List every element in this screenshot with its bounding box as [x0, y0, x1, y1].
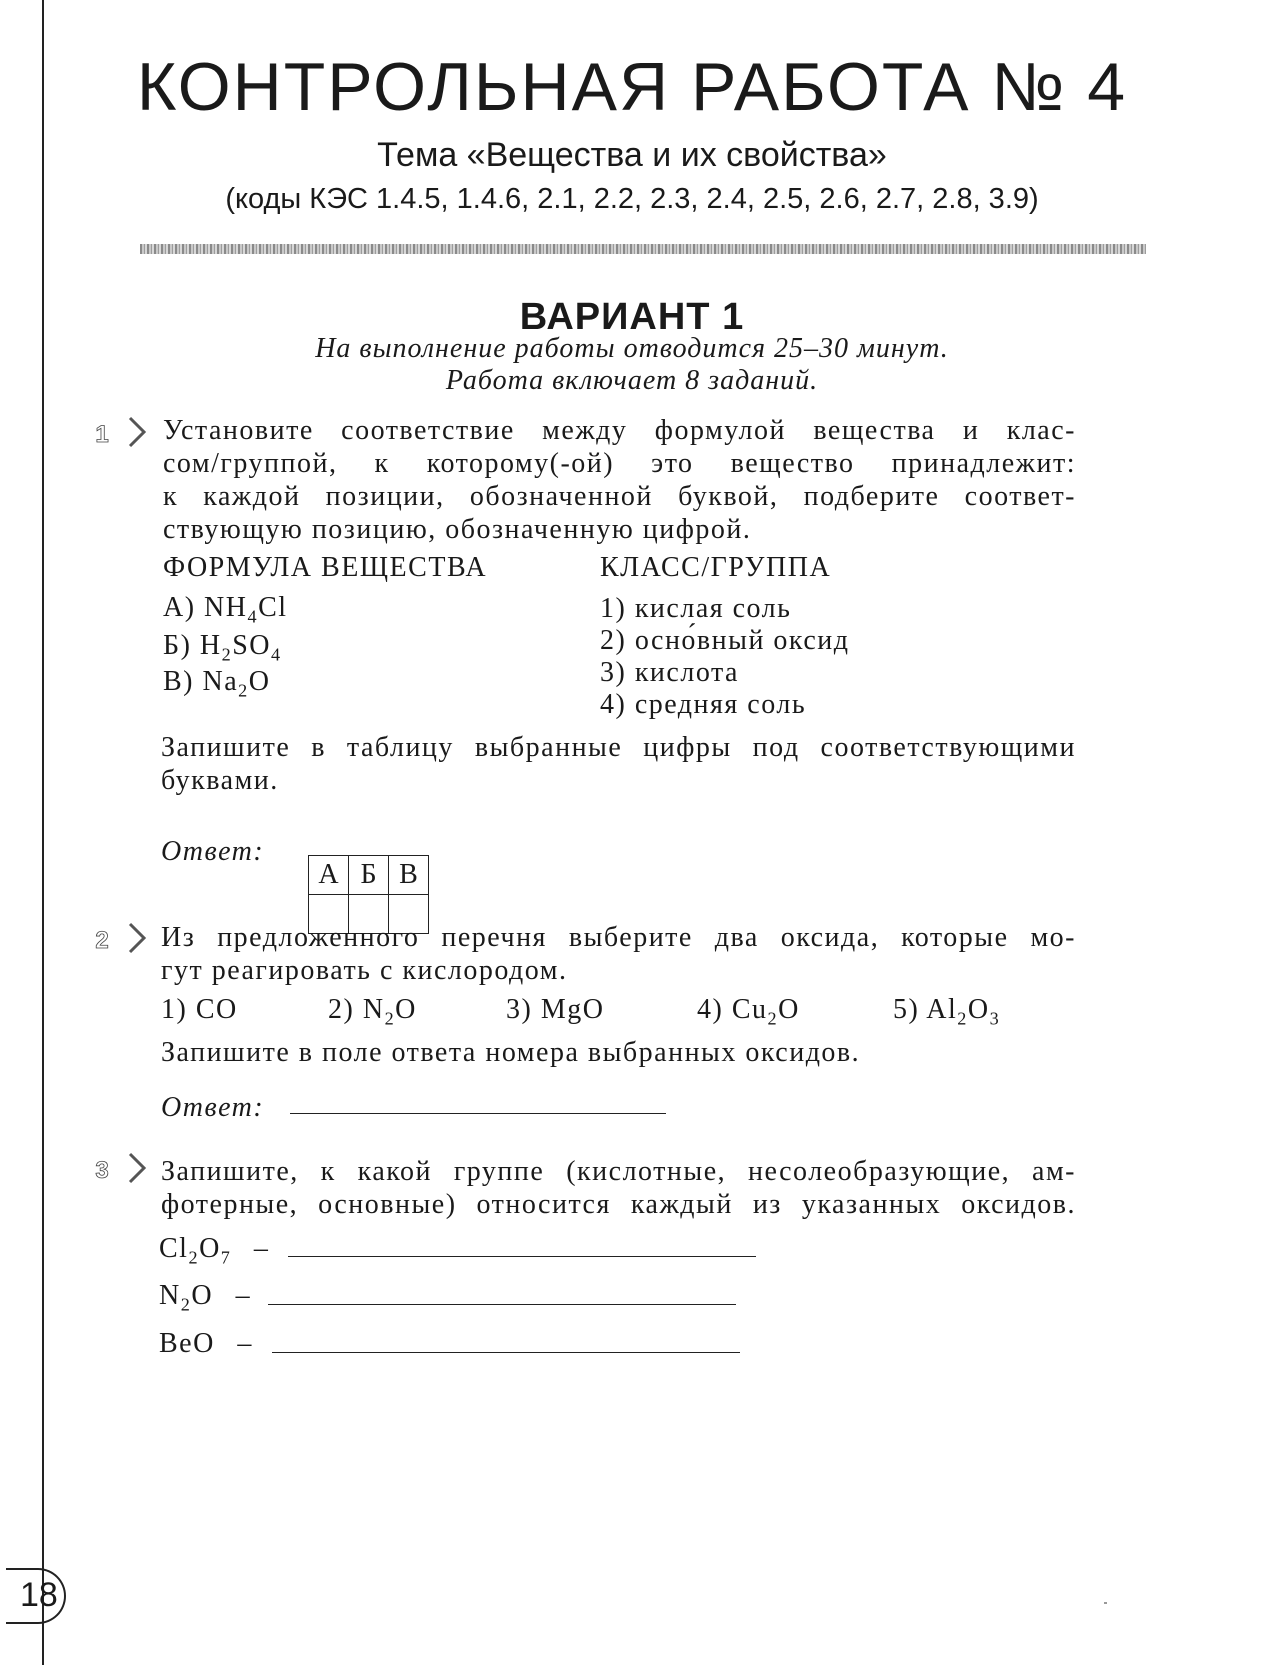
- oxide-option-1: 1) CO: [161, 994, 238, 1025]
- n2o-answer-line[interactable]: [268, 1304, 736, 1305]
- oxide-option-3: 3) MgO: [506, 994, 605, 1025]
- class-option: 1) кислая соль: [600, 593, 792, 624]
- oxide-option-5: 5) $Al_2O_3$: [893, 994, 1001, 1029]
- task-2-badge: [76, 922, 148, 954]
- task-2-line: гут реагировать с кислородом.: [161, 955, 568, 986]
- class-option: 4) средняя соль: [600, 689, 807, 720]
- answer-header-a: А: [309, 856, 349, 895]
- beo-answer-line[interactable]: [272, 1352, 740, 1353]
- oxide-cl2o7: $Cl_2O_7$ –: [159, 1233, 270, 1268]
- oxide-beo: BeO –: [159, 1328, 253, 1359]
- page-number: [6, 1568, 66, 1624]
- topic-subtitle: Тема «Вещества и их свойства»: [377, 136, 887, 174]
- page-margin-line: [42, 0, 44, 1665]
- task-1-number: 1: [95, 421, 109, 448]
- task-1-instruction-line: буквами.: [161, 765, 279, 796]
- task-1-instruction-line: Запишите в таблицу выбранные цифры под соответствующими: [161, 732, 1076, 763]
- header-divider: [140, 244, 1146, 254]
- formula-column-header: ФОРМУЛА ВЕЩЕСТВА: [163, 552, 488, 583]
- class-option: 3) кислота: [600, 657, 739, 688]
- formula-v: В) $Na_2O$: [163, 666, 271, 701]
- task-1-line: ствующую позицию, обозначенную цифрой.: [163, 514, 752, 545]
- task-1-line: к каждой позиции, обозначенной буквой, подберите соответ-: [163, 481, 1076, 512]
- oxide-n2o: $N_2O$ –: [159, 1280, 252, 1315]
- task-3-number: 3: [95, 1157, 109, 1184]
- class-column-header: КЛАСС/ГРУППА: [600, 552, 832, 583]
- task-3-line: фотерные, основные) относится каждый из указанных оксидов.: [161, 1189, 1076, 1220]
- scan-speck: [1104, 1602, 1107, 1604]
- task-2-answer-label: Ответ:: [161, 1092, 265, 1123]
- formula-a: А) $NH_4Cl$: [163, 592, 288, 627]
- formula-b: Б) $H_2SO_4$: [163, 630, 282, 665]
- task-1-answer-label: Ответ:: [161, 836, 265, 867]
- task-2-number: 2: [95, 927, 109, 954]
- oxide-option-2: 2) $N_2O$: [328, 994, 417, 1029]
- kes-codes: (коды КЭС 1.4.5, 1.4.6, 2.1, 2.2, 2.3, 2.4, 2.5, 2.6, 2.7, 2.8, 3.9): [225, 183, 1039, 215]
- page-title: КОНТРОЛЬНАЯ РАБОТА № 4: [136, 49, 1128, 125]
- tasks-count-info: Работа включает 8 заданий.: [445, 365, 819, 396]
- task-3-badge: [76, 1152, 148, 1184]
- task-1-line: сом/группой, к которому(-ой) это вещество принадлежит:: [163, 448, 1076, 479]
- task-1-instruction: [161, 731, 1076, 797]
- cl2o7-answer-line[interactable]: [288, 1256, 756, 1257]
- task-1-badge: [76, 416, 148, 448]
- task-1-text: [163, 414, 1076, 546]
- task-3-line: Запишите, к какой группе (кислотные, несолеобразующие, ам-: [161, 1156, 1076, 1187]
- time-info: На выполнение работы отводится 25–30 минут.: [315, 333, 949, 364]
- task-2-instruction: Запишите в поле ответа номера выбранных оксидов.: [161, 1037, 861, 1068]
- task-2-text: [161, 921, 1076, 987]
- task-3-text: [161, 1155, 1076, 1221]
- task-2-line: Из предложенного перечня выберите два оксида, которые мо-: [161, 922, 1076, 953]
- page-number-text: 18: [20, 1576, 58, 1614]
- class-option: 2) осно́вный оксид: [600, 625, 850, 656]
- answer-header-v: В: [389, 856, 429, 895]
- answer-header-b: Б: [349, 856, 389, 895]
- task-2-answer-line[interactable]: [290, 1113, 666, 1114]
- variant-title: ВАРИАНТ 1: [519, 296, 745, 338]
- task-1-line: Установите соответствие между формулой вещества и клас-: [163, 415, 1076, 446]
- oxide-option-4: 4) $Cu_2O$: [697, 994, 800, 1029]
